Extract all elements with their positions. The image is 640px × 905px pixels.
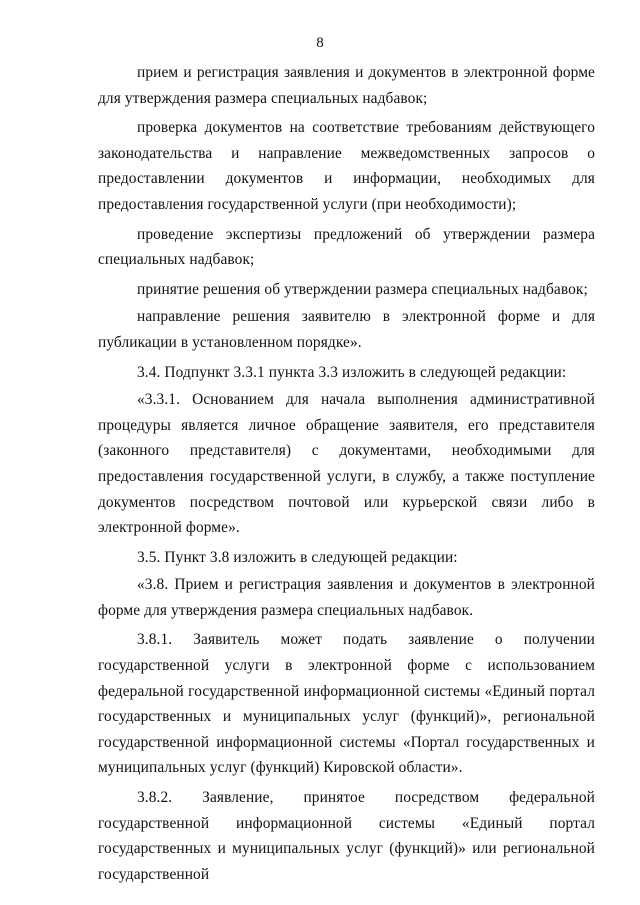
paragraph-3-8-1: 3.8.1. Заявитель может подать заявление о получении государственной услуги в электронной форме с использованием федеральной государственной информационной системы «Единый портал государственных и муниципальных услуг (функций)», региональной государственной информационной системы «Портал государственных и муниципальных услуг (функций) Кировской области». — [98, 631, 595, 777]
document-body — [98, 60, 595, 891]
paragraph-decision: принятие решения об утверждении размера специальных надбавок; — [137, 280, 588, 298]
paragraph-expertise: проведение экспертизы предложений об утверждении размера специальных надбавок; — [98, 225, 595, 269]
paragraph-sending-decision: направление решения заявителю в электронной форме и для публикации в установленном порядке». — [98, 308, 595, 351]
paragraph-amendment-3-5: 3.5. Пункт 3.8 изложить в следующей редакции: — [137, 548, 458, 566]
paragraph-document-check: проверка документов на соответствие требованиям действующего законодательства и направление межведомственных запросов о предоставлении документов и информации, необходимых для предоставления государственной услуги (при необходимости); — [98, 119, 595, 213]
paragraph-3-8: «3.8. Прием и регистрация заявления и документов в электронной форме для утверждения размера специальных надбавок. — [98, 576, 595, 619]
paragraph-reception-registration: прием и регистрация заявления и документов в электронной форме для утверждения размера специальных надбавок; — [98, 64, 595, 107]
paragraph-3-8-2: 3.8.2. Заявление, принятое посредством федеральной государственной информационной системы «Единый портал государственных и муниципальных услуг (функций)» или региональной государственной — [98, 789, 595, 883]
paragraph-3-3-1: «3.3.1. Основанием для начала выполнения административной процедуры является личное обращение заявителя, его представителя (законного представителя) с документами, необходимыми для предоставления государственной услуги, в службу, а также поступление документов посредством почтовой или курьерской связи либо в электронной форме». — [98, 391, 595, 537]
page-number: 8 — [316, 35, 324, 51]
paragraph-amendment-3-4: 3.4. Подпункт 3.3.1 пункта 3.3 изложить в следующей редакции: — [137, 363, 567, 381]
